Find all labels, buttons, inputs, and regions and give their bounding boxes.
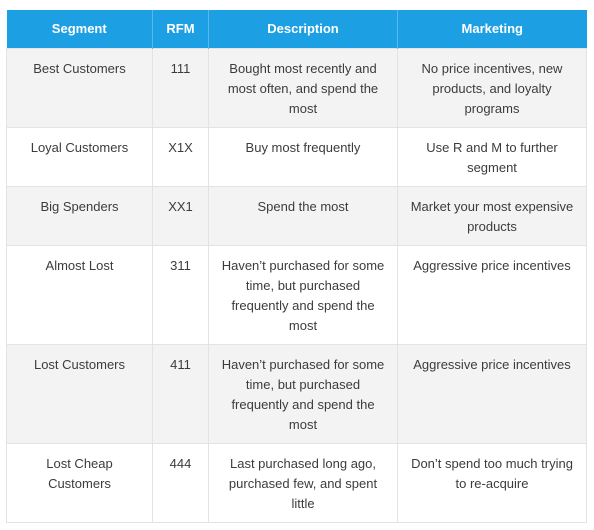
cell-rfm: XX1 bbox=[153, 186, 209, 245]
table-row bbox=[7, 186, 587, 245]
header-rfm: RFM bbox=[153, 10, 209, 48]
cell-rfm: 444 bbox=[153, 443, 209, 522]
cell-marketing: Don’t spend too much trying to re-acquire bbox=[398, 443, 587, 522]
table-row bbox=[7, 245, 587, 344]
cell-description: Haven’t purchased for some time, but purchased frequently and spend the most bbox=[209, 245, 398, 344]
table-row bbox=[7, 48, 587, 127]
cell-rfm: 111 bbox=[153, 48, 209, 127]
cell-description: Last purchased long ago, purchased few, and spent little bbox=[209, 443, 398, 522]
cell-description: Buy most frequently bbox=[209, 127, 398, 186]
cell-segment: Lost Customers bbox=[7, 344, 153, 443]
cell-segment: Lost Cheap Customers bbox=[7, 443, 153, 522]
cell-description: Haven’t purchased for some time, but purchased frequently and spend the most bbox=[209, 344, 398, 443]
cell-marketing: No price incentives, new products, and loyalty programs bbox=[398, 48, 587, 127]
cell-description: Bought most recently and most often, and spend the most bbox=[209, 48, 398, 127]
cell-rfm: 311 bbox=[153, 245, 209, 344]
cell-segment: Best Customers bbox=[7, 48, 153, 127]
cell-description: Spend the most bbox=[209, 186, 398, 245]
header-description: Description bbox=[209, 10, 398, 48]
table-header-row bbox=[7, 10, 587, 48]
cell-rfm: 411 bbox=[153, 344, 209, 443]
cell-segment: Big Spenders bbox=[7, 186, 153, 245]
table-row bbox=[7, 127, 587, 186]
cell-marketing: Use R and M to further segment bbox=[398, 127, 587, 186]
rfm-segment-table-container bbox=[6, 10, 586, 523]
cell-segment: Almost Lost bbox=[7, 245, 153, 344]
cell-rfm: X1X bbox=[153, 127, 209, 186]
cell-segment: Loyal Customers bbox=[7, 127, 153, 186]
header-marketing: Marketing bbox=[398, 10, 587, 48]
cell-marketing: Aggressive price incentives bbox=[398, 245, 587, 344]
cell-marketing: Aggressive price incentives bbox=[398, 344, 587, 443]
rfm-segment-table bbox=[6, 10, 587, 523]
table-row bbox=[7, 443, 587, 522]
header-segment: Segment bbox=[7, 10, 153, 48]
table-row bbox=[7, 344, 587, 443]
cell-marketing: Market your most expensive products bbox=[398, 186, 587, 245]
